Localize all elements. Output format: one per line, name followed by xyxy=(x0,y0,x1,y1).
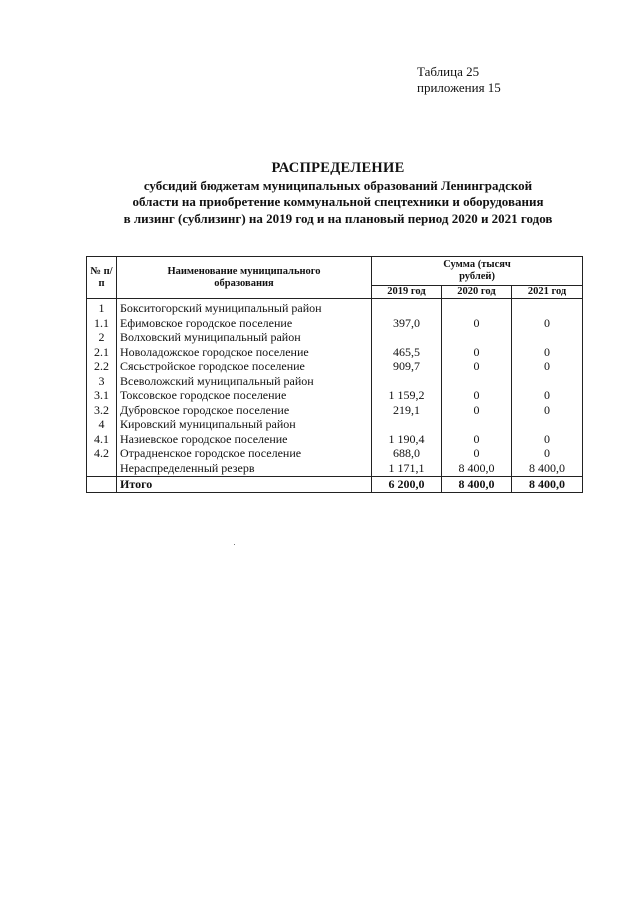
row-name: Ефимовское городское поселение xyxy=(117,316,372,331)
row-number: 3 xyxy=(87,374,117,389)
table-row xyxy=(87,330,583,345)
row-number: 2.1 xyxy=(87,345,117,360)
table-row xyxy=(87,359,583,374)
row-2019 xyxy=(372,374,442,389)
row-name: Назиевское городское поселение xyxy=(117,432,372,447)
row-2021: 0 xyxy=(512,388,583,403)
row-2019: 1 159,2 xyxy=(372,388,442,403)
row-2021 xyxy=(512,417,583,432)
appendix-number: приложения 15 xyxy=(417,80,501,95)
table-row xyxy=(87,446,583,461)
row-number: 3.2 xyxy=(87,403,117,418)
row-2021: 0 xyxy=(512,316,583,331)
table-row xyxy=(87,388,583,403)
row-2019 xyxy=(372,330,442,345)
appendix-reference xyxy=(417,64,501,96)
distribution-table xyxy=(86,256,583,493)
total-2020: 8 400,0 xyxy=(442,477,512,493)
row-2020: 0 xyxy=(442,345,512,360)
row-2020: 8 400,0 xyxy=(442,461,512,477)
row-2019: 397,0 xyxy=(372,316,442,331)
header-2021: 2021 год xyxy=(512,286,583,299)
row-2019 xyxy=(372,299,442,316)
row-2019: 1 190,4 xyxy=(372,432,442,447)
total-num xyxy=(87,477,117,493)
table-row xyxy=(87,461,583,477)
row-2020 xyxy=(442,330,512,345)
row-2020 xyxy=(442,374,512,389)
row-2021: 0 xyxy=(512,359,583,374)
header-name: Наименование муниципального образования xyxy=(117,257,372,299)
row-name: Токсовское городское поселение xyxy=(117,388,372,403)
header-2020: 2020 год xyxy=(442,286,512,299)
row-2020: 0 xyxy=(442,446,512,461)
row-2021: 0 xyxy=(512,446,583,461)
row-number: 2 xyxy=(87,330,117,345)
scan-speck xyxy=(234,544,235,545)
header-num: № п/п xyxy=(87,257,117,299)
row-2021: 0 xyxy=(512,432,583,447)
row-2019: 219,1 xyxy=(372,403,442,418)
row-2019: 909,7 xyxy=(372,359,442,374)
total-row xyxy=(87,477,583,493)
row-number: 2.2 xyxy=(87,359,117,374)
row-2019: 1 171,1 xyxy=(372,461,442,477)
row-2020: 0 xyxy=(442,403,512,418)
table-row xyxy=(87,432,583,447)
row-2020: 0 xyxy=(442,432,512,447)
row-name: Новоладожское городское поселение xyxy=(117,345,372,360)
row-2019 xyxy=(372,417,442,432)
row-name: Волховский муниципальный район xyxy=(117,330,372,345)
row-number: 1 xyxy=(87,299,117,316)
row-2021: 8 400,0 xyxy=(512,461,583,477)
table-number: Таблица 25 xyxy=(417,64,480,79)
row-name: Кировский муниципальный район xyxy=(117,417,372,432)
total-2021: 8 400,0 xyxy=(512,477,583,493)
total-label: Итого xyxy=(117,477,372,493)
row-2020: 0 xyxy=(442,388,512,403)
row-name: Нераспределенный резерв xyxy=(117,461,372,477)
row-number: 4 xyxy=(87,417,117,432)
title-line-3: в лизинг (сублизинг) на 2019 год и на плановый период 2020 и 2021 годов xyxy=(123,210,553,226)
table-row xyxy=(87,417,583,432)
header-2019: 2019 год xyxy=(372,286,442,299)
table-row xyxy=(87,299,583,316)
row-2020 xyxy=(442,417,512,432)
row-name: Всеволожский муниципальный район xyxy=(117,374,372,389)
row-2021 xyxy=(512,299,583,316)
row-2021 xyxy=(512,330,583,345)
row-2020: 0 xyxy=(442,316,512,331)
row-2019: 688,0 xyxy=(372,446,442,461)
row-2019: 465,5 xyxy=(372,345,442,360)
title-line-2: области на приобретение коммунальной спецтехники и оборудования xyxy=(132,194,544,209)
table-body xyxy=(87,299,583,477)
table-row xyxy=(87,345,583,360)
table-row xyxy=(87,374,583,389)
title-line-1: субсидий бюджетам муниципальных образований Ленинградской xyxy=(143,177,533,193)
row-name: Бокситогорский муниципальный район xyxy=(117,299,372,316)
row-2020 xyxy=(442,299,512,316)
row-2021: 0 xyxy=(512,345,583,360)
row-2020: 0 xyxy=(442,359,512,374)
row-number: 3.1 xyxy=(87,388,117,403)
header-sum: Сумма (тысяч рублей) xyxy=(372,257,583,286)
row-name: Дубровское городское поселение xyxy=(117,403,372,418)
row-2021 xyxy=(512,374,583,389)
title-heading: РАСПРЕДЕЛЕНИЕ xyxy=(271,160,405,176)
row-2021: 0 xyxy=(512,403,583,418)
row-number: 4.1 xyxy=(87,432,117,447)
table-row xyxy=(87,403,583,418)
row-name: Сясьстройское городское поселение xyxy=(117,359,372,374)
table-row xyxy=(87,316,583,331)
row-number: 1.1 xyxy=(87,316,117,331)
total-2019: 6 200,0 xyxy=(372,477,442,493)
row-number xyxy=(87,461,117,477)
document-title xyxy=(78,160,598,227)
row-name: Отрадненское городское поселение xyxy=(117,446,372,461)
row-number: 4.2 xyxy=(87,446,117,461)
